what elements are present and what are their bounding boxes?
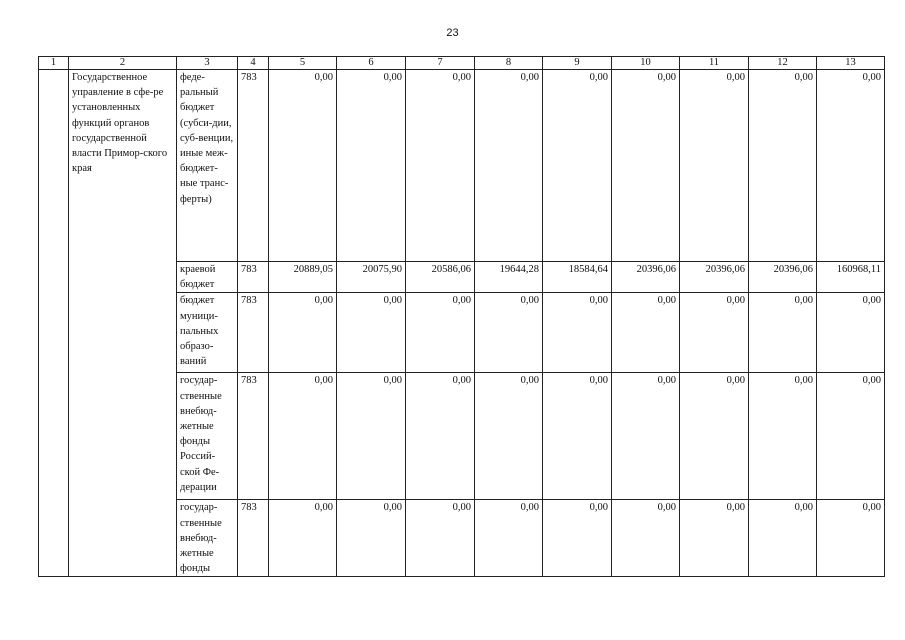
value-cell: 19644,28: [475, 262, 543, 293]
value-cell: 0,00: [475, 70, 543, 262]
value-cell: 0,00: [475, 500, 543, 577]
header-cell: 4: [238, 57, 269, 70]
funding-source-cell: бюджет муници-пальных образо-ваний: [177, 293, 238, 373]
value-cell: 0,00: [543, 293, 612, 373]
value-cell: 0,00: [749, 500, 817, 577]
value-cell: 0,00: [543, 70, 612, 262]
funding-source-cell: государ-ственные внебюд-жетные фонды Россий-ской Фе-дерации: [177, 373, 238, 500]
header-cell: 2: [69, 57, 177, 70]
value-cell: 160968,11: [817, 262, 885, 293]
value-cell: 0,00: [612, 293, 680, 373]
value-cell: 0,00: [269, 70, 337, 262]
value-cell: 0,00: [337, 70, 406, 262]
value-cell: 0,00: [337, 293, 406, 373]
header-cell: 7: [406, 57, 475, 70]
header-cell: 6: [337, 57, 406, 70]
table-row: [39, 70, 885, 262]
header-cell: 5: [269, 57, 337, 70]
funding-source-cell: краевой бюджет: [177, 262, 238, 293]
value-cell: 0,00: [680, 70, 749, 262]
value-cell: 0,00: [749, 373, 817, 500]
value-cell: 20586,06: [406, 262, 475, 293]
page-number: 23: [446, 27, 459, 39]
row-number-cell: [39, 70, 69, 577]
value-cell: 0,00: [543, 373, 612, 500]
header-cell: 3: [177, 57, 238, 70]
code-cell: 783: [238, 262, 269, 293]
header-cell: 8: [475, 57, 543, 70]
value-cell: 0,00: [612, 373, 680, 500]
header-cell: 12: [749, 57, 817, 70]
value-cell: 0,00: [749, 70, 817, 262]
value-cell: 0,00: [269, 373, 337, 500]
header-cell: 13: [817, 57, 885, 70]
header-cell: 11: [680, 57, 749, 70]
value-cell: 0,00: [269, 500, 337, 577]
code-cell: 783: [238, 70, 269, 262]
budget-table: [38, 56, 885, 577]
funding-source-cell: феде-ральный бюджет (субси-дии, суб-венции, иные меж-бюджет-ные транс-ферты): [177, 70, 238, 262]
value-cell: 0,00: [406, 293, 475, 373]
value-cell: 0,00: [269, 293, 337, 373]
value-cell: 20396,06: [680, 262, 749, 293]
value-cell: 0,00: [817, 293, 885, 373]
value-cell: 0,00: [337, 373, 406, 500]
value-cell: 0,00: [680, 500, 749, 577]
value-cell: 0,00: [680, 293, 749, 373]
value-cell: 0,00: [475, 293, 543, 373]
header-cell: 9: [543, 57, 612, 70]
value-cell: 0,00: [543, 500, 612, 577]
value-cell: 20075,90: [337, 262, 406, 293]
value-cell: 0,00: [337, 500, 406, 577]
value-cell: 0,00: [406, 70, 475, 262]
column-number-row: [39, 57, 885, 70]
value-cell: 20889,05: [269, 262, 337, 293]
value-cell: 0,00: [817, 373, 885, 500]
value-cell: 0,00: [475, 373, 543, 500]
value-cell: 0,00: [817, 500, 885, 577]
header-cell: 10: [612, 57, 680, 70]
value-cell: 20396,06: [749, 262, 817, 293]
value-cell: 0,00: [680, 373, 749, 500]
value-cell: 0,00: [612, 500, 680, 577]
header-cell: 1: [39, 57, 69, 70]
program-name-cell: Государственное управление в сфе-ре установленных функций органов государственной власти Примор-ского края: [69, 70, 177, 577]
code-cell: 783: [238, 373, 269, 500]
value-cell: 0,00: [406, 500, 475, 577]
code-cell: 783: [238, 293, 269, 373]
value-cell: 0,00: [406, 373, 475, 500]
value-cell: 0,00: [817, 70, 885, 262]
funding-source-cell: государ-ственные внебюд-жетные фонды: [177, 500, 238, 577]
value-cell: 0,00: [749, 293, 817, 373]
value-cell: 18584,64: [543, 262, 612, 293]
code-cell: 783: [238, 500, 269, 577]
value-cell: 20396,06: [612, 262, 680, 293]
value-cell: 0,00: [612, 70, 680, 262]
